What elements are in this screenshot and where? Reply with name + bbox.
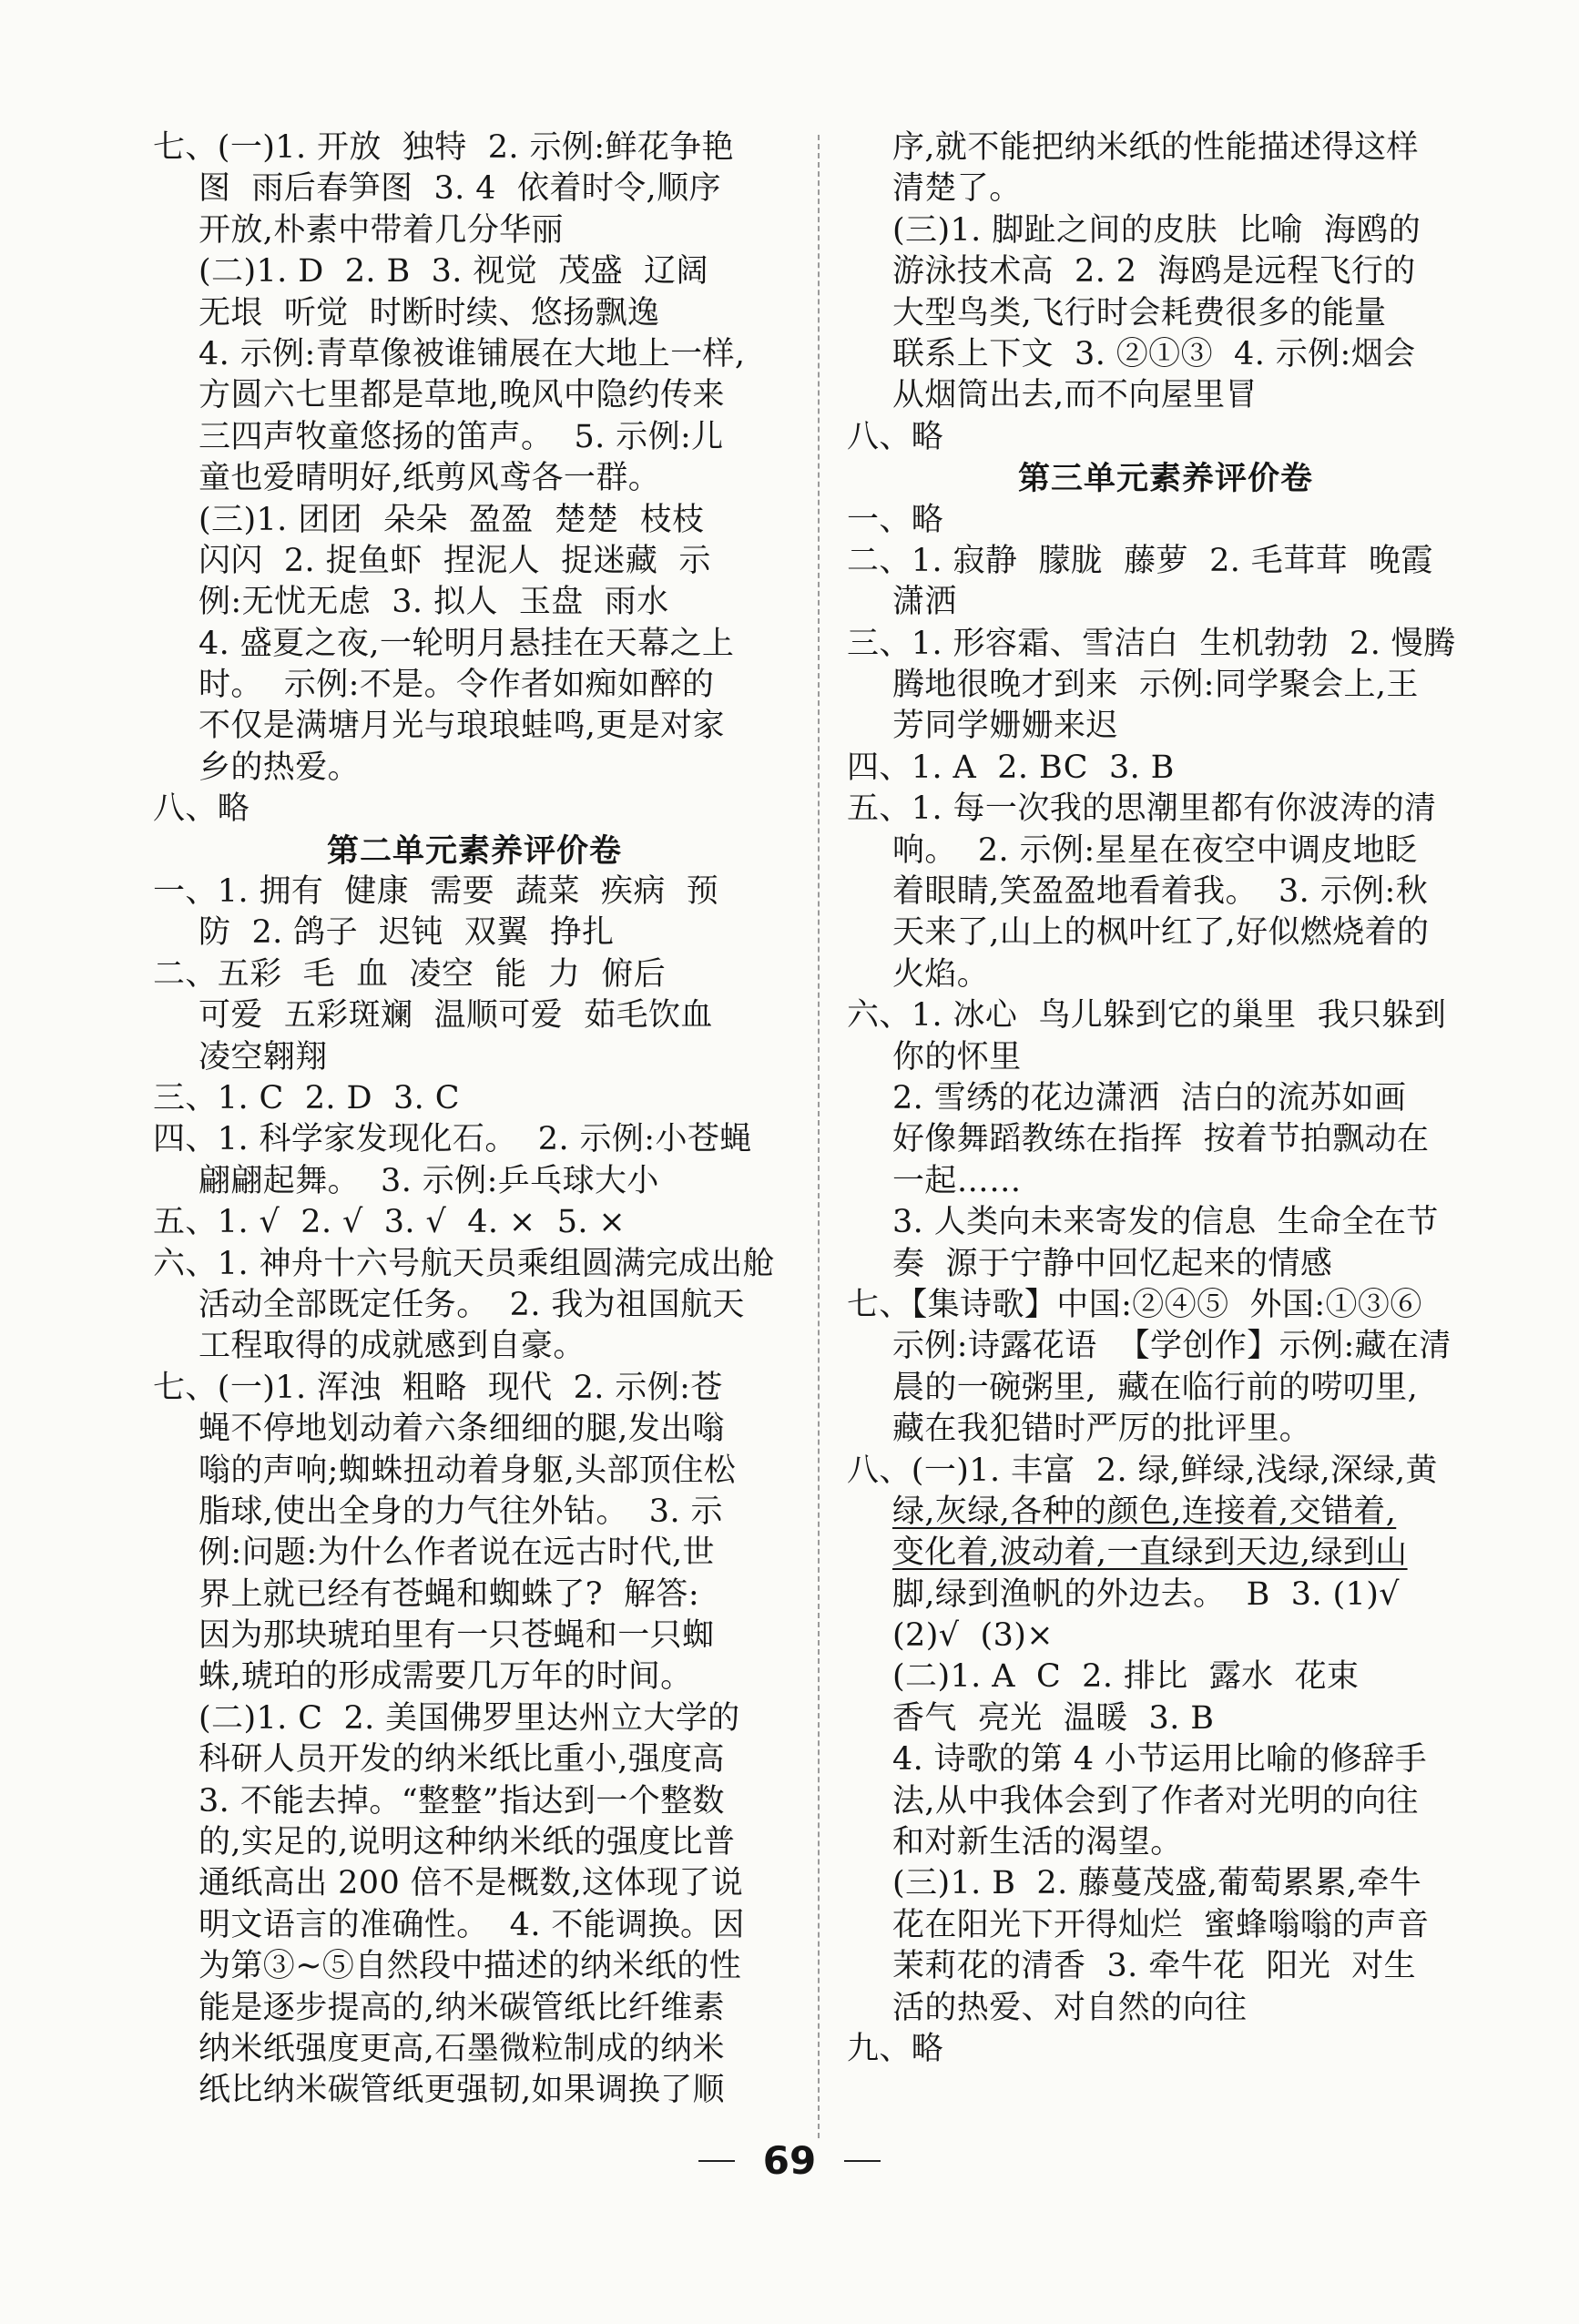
answer-line: 界上就已经有苍蝇和蜘蛛了? 解答: (199, 1575, 700, 1613)
section-heading-unit-2: 第二单元素养评价卷 (326, 831, 622, 870)
answer-line: 明文语言的准确性。 4. 不能调换。因 (199, 1906, 745, 1943)
answer-line: 蛛,琥珀的形成需要几万年的时间。 (199, 1658, 693, 1696)
answer-line: 一起…… (892, 1162, 1022, 1199)
answer-line: 联系上下文 3. ②①③ 4. 示例:烟会 (892, 335, 1416, 372)
answer-line: 3. 不能去掉。“整整”指达到一个整数 (199, 1782, 725, 1819)
answer-line: 好像舞蹈教练在指挥 按着节拍飘动在 (892, 1121, 1430, 1158)
answer-line: 4. 示例:青草像被谁铺展在大地上一样, (199, 335, 746, 372)
answer-line: 科研人员开发的纳米纸比重小,强度高 (199, 1741, 725, 1779)
answer-line: 晨的一碗粥里, 藏在临行前的唠叨里, (892, 1369, 1419, 1406)
answer-line: 三四声牧童悠扬的笛声。 5. 示例:儿 (199, 418, 724, 455)
answer-line: (二)1. A C 2. 排比 露水 花束 (892, 1658, 1360, 1696)
answer-line: 香气 亮光 温暖 3. B (892, 1699, 1215, 1737)
answer-line: 的,实足的,说明这种纳米纸的强度比普 (199, 1824, 736, 1861)
answer-line: 序,就不能把纳米纸的性能描述得这样 (892, 129, 1419, 166)
footer-dash-left (698, 2160, 735, 2162)
answer-line: 童也爱晴明好,纸剪风鸢各一群。 (199, 460, 661, 497)
answer-line: 4. 诗歌的第 4 小节运用比喻的修辞手 (892, 1741, 1428, 1779)
answer-line: (三)1. 脚趾之间的皮肤 比喻 海鸥的 (892, 211, 1421, 249)
answer-line: 花在阳光下开得灿烂 蜜蜂嗡嗡的声音 (892, 1906, 1430, 1943)
answer-line: 七、【集诗歌】中国:②④⑤ 外国:①③⑥ (847, 1286, 1422, 1323)
answer-line: 活的热爱、对自然的向往 (892, 1989, 1248, 2026)
answer-line: 4. 盛夏之夜,一轮明月悬挂在天幕之上 (199, 625, 735, 662)
answer-line: 潇洒 (892, 584, 957, 621)
section-heading-unit-3: 第三单元素养评价卷 (1017, 460, 1313, 498)
answer-line: 天来了,山上的枫叶红了,好似燃烧着的 (892, 914, 1430, 952)
answer-line: (二)1. D 2. B 3. 视觉 茂盛 辽阔 (199, 253, 708, 290)
answer-line: 图 雨后春笋图 3. 4 依着时令,顺序 (199, 170, 721, 208)
answer-line: 脚,绿到渔帆的外边去。 B 3. (1)√ (892, 1575, 1400, 1613)
answer-line: 火焰。 (892, 955, 990, 993)
page-number: 69 (762, 2138, 817, 2183)
answer-line: 七、(一)1. 浑浊 粗略 现代 2. 示例:苍 (153, 1369, 723, 1406)
answer-line: 八、(一)1. 丰富 2. 绿,鲜绿,浅绿,深绿,黄 (847, 1452, 1438, 1489)
answer-line: 响。 2. 示例:星星在夜空中调皮地眨 (892, 831, 1418, 869)
answer-line: 从烟筒出去,而不向屋里冒 (892, 377, 1258, 414)
answer-line: 纳米纸强度更高,石墨微粒制成的纳米 (199, 2030, 725, 2067)
answer-line: 八、略 (847, 418, 944, 455)
answer-line: 一、1. 拥有 健康 需要 蔬菜 疾病 预 (153, 873, 719, 911)
answer-line: 二、五彩 毛 血 凌空 能 力 俯后 (153, 955, 667, 993)
answer-line: 为第③~⑤自然段中描述的纳米纸的性 (199, 1948, 742, 1985)
answer-line: 乡的热爱。 (199, 749, 361, 786)
answer-line: 九、略 (847, 2030, 944, 2067)
answer-line: 纸比纳米碳管纸更强韧,如果调换了顺 (199, 2072, 725, 2109)
answer-line: 奏 源于宁静中回忆起来的情感 (892, 1245, 1333, 1282)
answer-line: 清楚了。 (892, 170, 1022, 208)
answer-line: 开放,朴素中带着几分华丽 (199, 211, 564, 249)
answer-line: 例:问题:为什么作者说在远古时代,世 (199, 1534, 715, 1572)
answer-line: 凌空翱翔 (199, 1038, 328, 1075)
answer-line: 三、1. 形容霜、雪洁白 生机勃勃 2. 慢腾 (847, 625, 1456, 662)
answer-line: 和对新生活的渴望。 (892, 1824, 1183, 1861)
answer-line: 方圆六七里都是草地,晚风中隐约传来 (199, 377, 725, 414)
page-footer (0, 2138, 1579, 2193)
answer-line: 四、1. 科学家发现化石。 2. 示例:小苍蝇 (153, 1121, 752, 1158)
answer-line: 示例:诗露花语 【学创作】示例:藏在清 (892, 1328, 1452, 1365)
answer-line: 防 2. 鸽子 迟钝 双翼 挣扎 (199, 914, 615, 952)
answer-line: 蝇不停地划动着六条细细的腿,发出嗡 (199, 1411, 725, 1448)
answer-line: 时。 示例:不是。令作者如痴如醉的 (199, 667, 715, 704)
answer-line: (三)1. 团团 朵朵 盈盈 楚楚 枝枝 (199, 501, 705, 538)
answer-line: 四、1. A 2. BC 3. B (847, 749, 1175, 786)
answer-line: 着眼睛,笑盈盈地看着我。 3. 示例:秋 (892, 873, 1429, 911)
answer-line: 一、略 (847, 501, 944, 538)
answer-line: 五、1. √ 2. √ 3. √ 4. × 5. × (153, 1204, 627, 1241)
answer-line: 七、(一)1. 开放 独特 2. 示例:鲜花争艳 (153, 129, 735, 166)
answer-line: 翩翩起舞。 3. 示例:乒乓球大小 (199, 1162, 659, 1199)
answer-line: 茉莉花的清香 3. 牵牛花 阳光 对生 (892, 1948, 1417, 1985)
underlined-answer-line: 绿,灰绿,各种的颜色,连接着,交错着, (892, 1493, 1397, 1530)
answer-line: 因为那块琥珀里有一只苍蝇和一只蜘 (199, 1617, 715, 1655)
column-divider (818, 135, 820, 2138)
answer-line: 六、1. 冰心 鸟儿躲到它的巢里 我只躲到 (847, 997, 1447, 1035)
underlined-answer-line: 变化着,波动着,一直绿到天边,绿到山 (892, 1534, 1408, 1572)
answer-line: 你的怀里 (892, 1038, 1022, 1075)
answer-line: 3. 人类向未来寄发的信息 生命全在节 (892, 1204, 1439, 1241)
answer-line: 无垠 听觉 时断时续、悠扬飘逸 (199, 294, 660, 331)
answer-line: (二)1. C 2. 美国佛罗里达州立大学的 (199, 1699, 740, 1737)
answer-line: 大型鸟类,飞行时会耗费很多的能量 (892, 294, 1387, 331)
left-column (153, 127, 796, 2112)
answer-line: 法,从中我体会到了作者对光明的向往 (892, 1782, 1419, 1819)
footer-dash-right (844, 2160, 881, 2162)
answer-line: 可爱 五彩斑斓 温顺可爱 茹毛饮血 (199, 997, 713, 1035)
answer-line: 不仅是满塘月光与琅琅蛙鸣,更是对家 (199, 708, 725, 745)
answer-line: (三)1. B 2. 藤蔓茂盛,葡萄累累,牵牛 (892, 1865, 1422, 1902)
answer-line: 游泳技术高 2. 2 海鸥是远程飞行的 (892, 253, 1416, 290)
answer-line: (2)√ (3)× (892, 1617, 1054, 1655)
answer-line: 脂球,使出全身的力气往外钻。 3. 示 (199, 1493, 723, 1530)
answer-line: 五、1. 每一次我的思潮里都有你波涛的清 (847, 790, 1437, 828)
answer-line: 腾地很晚才到来 示例:同学聚会上,王 (892, 667, 1419, 704)
answer-line: 2. 雪绣的花边潇洒 洁白的流苏如画 (892, 1079, 1407, 1116)
answer-line: 六、1. 神舟十六号航天员乘组圆满完成出舱 (153, 1245, 775, 1282)
answer-line: 二、1. 寂静 朦胧 藤萝 2. 毛茸茸 晚霞 (847, 542, 1433, 579)
answer-line: 例:无忧无虑 3. 拟人 玉盘 雨水 (199, 584, 669, 621)
answer-line: 三、1. C 2. D 3. C (153, 1079, 460, 1116)
answer-line: 能是逐步提高的,纳米碳管纸比纤维素 (199, 1989, 725, 2026)
answer-line: 藏在我犯错时严厉的批评里。 (892, 1411, 1312, 1448)
answer-line: 八、略 (153, 790, 250, 828)
answer-line: 嗡的声响;蜘蛛扭动着身躯,头部顶住松 (199, 1452, 737, 1489)
answer-line: 活动全部既定任务。 2. 我为祖国航天 (199, 1286, 745, 1323)
answer-line: 通纸高出 200 倍不是概数,这体现了说 (199, 1865, 744, 1902)
answer-line: 闪闪 2. 捉鱼虾 捏泥人 捉迷藏 示 (199, 542, 711, 579)
right-column (847, 127, 1484, 2070)
answer-line: 芳同学姗姗来迟 (892, 708, 1118, 745)
answer-line: 工程取得的成就感到自豪。 (199, 1328, 586, 1365)
